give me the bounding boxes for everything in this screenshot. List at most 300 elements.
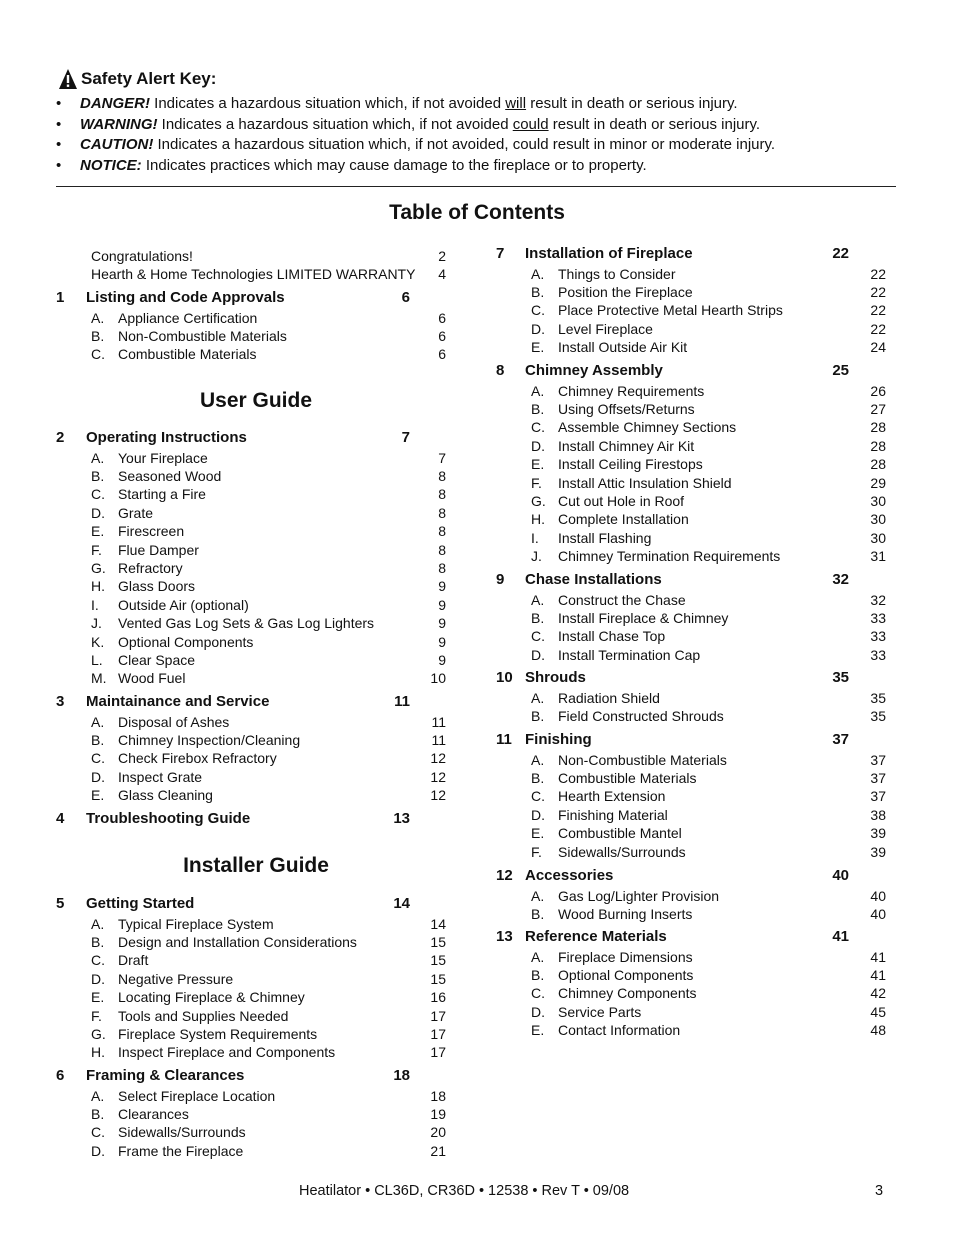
item-title: Fireplace Dimensions xyxy=(558,948,693,965)
toc-item xyxy=(0,769,954,787)
item-letter: G. xyxy=(91,559,106,576)
item-letter: E. xyxy=(531,825,545,842)
item-page: 30 xyxy=(870,492,886,509)
chapter-page: 13 xyxy=(393,810,410,827)
safety-text: Indicates a hazardous situation which, if not avoided, could result in minor or moderate injury. xyxy=(153,136,776,153)
divider xyxy=(56,186,896,187)
toc-chapter xyxy=(0,571,954,589)
item-letter: B. xyxy=(91,327,105,344)
item-title: Hearth Extension xyxy=(558,788,666,805)
item-letter: A. xyxy=(531,948,545,965)
item-page: 35 xyxy=(870,689,886,706)
chapter-title: Accessories xyxy=(525,867,614,884)
item-letter: E. xyxy=(531,339,545,356)
item-letter: D. xyxy=(531,437,545,454)
chapter-title: Reference Materials xyxy=(525,928,667,945)
item-page: 40 xyxy=(870,887,886,904)
toc-item xyxy=(0,1003,954,1021)
item-letter: C. xyxy=(531,302,545,319)
chapter-page: 6 xyxy=(401,289,410,306)
item-letter: E. xyxy=(91,989,105,1006)
item-page: 6 xyxy=(438,346,446,363)
item-page: 12 xyxy=(430,787,446,804)
user-guide-title: User Guide xyxy=(199,389,313,412)
item-title: Glass Cleaning xyxy=(118,787,213,804)
safety-text: Indicates practices which may cause damage to the fireplace or to property. xyxy=(141,156,647,174)
footer-text: Heatilator • CL36D, CR36D • 12538 • Rev T • 09/08 xyxy=(299,1183,630,1199)
chapter-page: 22 xyxy=(832,245,849,262)
toc-chapter xyxy=(0,928,954,946)
item-letter: B. xyxy=(531,905,545,922)
item-page: 2 xyxy=(438,248,446,264)
toc-chapter xyxy=(0,731,954,749)
item-page: 8 xyxy=(438,504,446,521)
toc-item xyxy=(0,418,954,436)
item-page: 15 xyxy=(430,952,446,969)
item-title: Cut out Hole in Roof xyxy=(558,492,685,509)
toc-item xyxy=(0,492,954,510)
item-page: 8 xyxy=(438,559,446,576)
safety-label: CAUTION! xyxy=(80,136,154,153)
item-title: Optional Components xyxy=(118,633,254,650)
toc-item xyxy=(0,437,954,455)
item-page: 10 xyxy=(430,670,446,687)
chapter-title: Troubleshooting Guide xyxy=(86,810,251,827)
item-letter: B. xyxy=(531,966,545,983)
safety-emphasis: could xyxy=(512,115,549,133)
item-letter: C. xyxy=(531,419,545,436)
item-letter: C. xyxy=(91,952,105,969)
item-page: 21 xyxy=(430,1142,446,1159)
item-title: Clearances xyxy=(118,1105,189,1122)
item-letter: G. xyxy=(91,1025,106,1042)
item-page: 42 xyxy=(870,985,886,1002)
item-title: Install Fireplace & Chimney xyxy=(558,609,729,626)
item-page: 27 xyxy=(870,400,886,417)
item-title: Non-Combustible Materials xyxy=(118,327,287,344)
item-title: Construct the Chase xyxy=(558,591,686,608)
item-letter: E. xyxy=(91,523,105,540)
item-page: 30 xyxy=(870,511,886,528)
item-letter: C. xyxy=(531,985,545,1002)
toc-title: Table of Contents xyxy=(389,201,565,224)
item-title: Chimney Components xyxy=(558,985,697,1002)
item-letter: L. xyxy=(91,651,103,668)
item-letter: B. xyxy=(531,400,545,417)
item-title: Install Outside Air Kit xyxy=(558,339,688,356)
item-page: 33 xyxy=(870,609,886,626)
item-page: 7 xyxy=(438,449,446,466)
item-title: Position the Fireplace xyxy=(558,283,693,300)
item-title: Sidewalls/Surrounds xyxy=(558,843,686,860)
item-letter: F. xyxy=(531,474,542,491)
item-letter: D. xyxy=(531,1003,545,1020)
safety-text: Indicates a hazardous situation which, if not avoided xyxy=(157,115,513,133)
toc-chapter xyxy=(0,1067,954,1085)
item-title: Non-Combustible Materials xyxy=(558,751,727,768)
item-title: Inspect Fireplace and Components xyxy=(118,1044,336,1061)
item-title: Disposal of Ashes xyxy=(118,713,230,730)
toc-item xyxy=(0,455,954,473)
item-page: 33 xyxy=(870,628,886,645)
item-letter: C. xyxy=(91,750,105,767)
safety-label: DANGER! xyxy=(80,95,150,112)
chapter-number: 11 xyxy=(496,731,512,748)
item-page: 37 xyxy=(870,788,886,805)
item-page: 9 xyxy=(438,651,446,668)
item-page: 40 xyxy=(870,905,886,922)
toc-item xyxy=(0,338,954,356)
item-title: Install Flashing xyxy=(558,529,652,546)
item-page: 31 xyxy=(870,548,886,565)
chapter-page: 41 xyxy=(832,928,849,945)
item-title: Level Fireplace xyxy=(558,320,653,337)
item-title: Fireplace System Requirements xyxy=(118,1025,318,1042)
item-page: 30 xyxy=(870,529,886,546)
item-letter: A. xyxy=(91,713,105,730)
toc-item xyxy=(0,400,954,418)
item-page: 8 xyxy=(438,523,446,540)
item-title: Congratulations! xyxy=(91,248,193,264)
toc-item xyxy=(0,707,954,725)
item-letter: H. xyxy=(531,511,545,528)
safety-item-danger: • DANGER! Indicates a hazardous situation which, if not avoided will result in death or serious injury. xyxy=(56,95,738,112)
item-page: 14 xyxy=(430,915,446,932)
chapter-page: 18 xyxy=(393,1067,410,1084)
item-page: 18 xyxy=(430,1087,446,1104)
item-page: 9 xyxy=(438,596,446,613)
item-title: Firescreen xyxy=(118,523,185,540)
item-title: Clear Space xyxy=(118,651,196,668)
item-page: 11 xyxy=(431,731,446,748)
item-page: 15 xyxy=(430,933,446,950)
item-page: 26 xyxy=(870,382,886,399)
item-page: 39 xyxy=(870,843,886,860)
item-page: 12 xyxy=(430,750,446,767)
item-title: Negative Pressure xyxy=(118,970,234,987)
item-page: 32 xyxy=(870,591,886,608)
item-letter: A. xyxy=(531,887,545,904)
item-letter: M. xyxy=(91,670,107,687)
item-title: Install Ceiling Firestops xyxy=(558,456,703,473)
chapter-title: Chimney Assembly xyxy=(525,362,663,379)
item-letter: A. xyxy=(531,382,545,399)
chapter-page: 40 xyxy=(832,867,849,884)
item-letter: H. xyxy=(91,578,105,595)
item-page: 9 xyxy=(438,633,446,650)
toc-item xyxy=(0,382,954,400)
item-title: Combustible Materials xyxy=(558,769,697,786)
item-letter: J. xyxy=(91,615,102,632)
item-title: Appliance Certification xyxy=(118,309,258,326)
safety-label: NOTICE: xyxy=(80,156,142,174)
item-letter: I. xyxy=(91,596,99,613)
toc-item xyxy=(0,547,954,565)
toc-item xyxy=(0,283,954,301)
chapter-page: 35 xyxy=(832,669,849,686)
item-page: 22 xyxy=(870,265,886,282)
chapter-number: 12 xyxy=(496,867,513,884)
item-letter: E. xyxy=(531,1022,545,1039)
toc-item xyxy=(0,1142,954,1160)
item-page: 37 xyxy=(870,751,886,768)
item-title: Refractory xyxy=(118,559,183,576)
toc-item xyxy=(0,966,954,984)
item-title: Install Termination Cap xyxy=(558,646,701,663)
toc-item xyxy=(0,751,954,769)
item-letter: C. xyxy=(531,628,545,645)
safety-emphasis: will xyxy=(505,95,527,112)
item-page: 35 xyxy=(870,707,886,724)
item-letter: A. xyxy=(91,449,105,466)
chapter-title: Chase Installations xyxy=(525,571,662,588)
toc-item xyxy=(0,984,954,1002)
item-page: 17 xyxy=(430,1044,446,1061)
item-title: Grate xyxy=(118,504,154,521)
toc-item xyxy=(0,609,954,627)
item-title: Hearth & Home Technologies LIMITED WARRANTY xyxy=(91,266,416,283)
chapter-page: 7 xyxy=(401,429,410,446)
item-title: Outside Air (optional) xyxy=(118,596,249,613)
item-letter: G. xyxy=(531,492,546,509)
item-letter: B. xyxy=(531,283,545,300)
item-title: Wood Burning Inserts xyxy=(558,905,693,922)
toc-chapter xyxy=(0,245,954,263)
item-title: Frame the Fireplace xyxy=(118,1142,244,1159)
item-page: 39 xyxy=(870,825,886,842)
item-letter: I. xyxy=(531,529,539,546)
item-title: Design and Installation Considerations xyxy=(118,933,357,950)
toc-item xyxy=(0,887,954,905)
chapter-number: 8 xyxy=(496,362,505,379)
item-letter: B. xyxy=(531,609,545,626)
item-page: 28 xyxy=(870,419,886,436)
item-title: Locating Fireplace & Chimney xyxy=(118,989,305,1006)
toc-item xyxy=(0,1043,954,1061)
item-letter: D. xyxy=(91,768,105,785)
item-title: Things to Consider xyxy=(558,265,676,282)
chapter-number: 5 xyxy=(56,895,65,912)
safety-label: WARNING! xyxy=(80,115,158,133)
chapter-title: Getting Started xyxy=(86,895,195,912)
item-page: 29 xyxy=(870,474,886,491)
chapter-title: Listing and Code Approvals xyxy=(86,289,285,306)
chapter-number: 3 xyxy=(56,693,65,710)
item-title: Draft xyxy=(118,952,149,969)
item-letter: J. xyxy=(531,548,542,565)
toc-item xyxy=(0,301,954,319)
item-page: 9 xyxy=(438,615,446,632)
item-letter: C. xyxy=(91,486,105,503)
chapter-title: Maintainance and Service xyxy=(86,693,270,710)
item-page: 33 xyxy=(870,646,886,663)
item-page: 22 xyxy=(870,302,886,319)
item-title: Chimney Requirements xyxy=(558,382,705,399)
item-title: Tools and Supplies Needed xyxy=(118,1007,289,1024)
safety-alert-title xyxy=(58,68,216,90)
item-letter: H. xyxy=(91,1044,105,1061)
item-title: Flue Damper xyxy=(118,541,199,558)
item-page: 41 xyxy=(870,948,886,965)
item-page: 45 xyxy=(870,1003,886,1020)
item-letter: B. xyxy=(91,731,105,748)
toc-item xyxy=(0,948,954,966)
toc-item xyxy=(0,905,954,923)
item-title: Radiation Shield xyxy=(558,689,660,706)
item-page: 8 xyxy=(438,467,446,484)
item-title: Finishing Material xyxy=(558,806,668,823)
item-title: Chimney Inspection/Cleaning xyxy=(118,731,301,748)
safety-item-warning: • WARNING! Indicates a hazardous situation which, if not avoided could result in death or serious injury. xyxy=(56,115,761,133)
chapter-page: 11 xyxy=(394,693,410,710)
item-page: 20 xyxy=(430,1124,446,1141)
chapter-number: 1 xyxy=(56,289,65,306)
item-title: Wood Fuel xyxy=(118,670,186,687)
item-title: Seasoned Wood xyxy=(118,467,222,484)
chapter-number: 10 xyxy=(496,669,513,686)
item-letter: F. xyxy=(531,843,542,860)
item-title: Inspect Grate xyxy=(118,768,203,785)
item-title: Vented Gas Log Sets & Gas Log Lighters xyxy=(118,615,375,632)
item-page: 8 xyxy=(438,486,446,503)
item-title: Combustible Mantel xyxy=(558,825,682,842)
item-letter: F. xyxy=(91,541,102,558)
item-page: 6 xyxy=(438,327,446,344)
chapter-number: 2 xyxy=(56,429,65,446)
toc-item xyxy=(0,1087,954,1105)
item-letter: F. xyxy=(91,1007,102,1024)
item-page: 24 xyxy=(870,339,886,356)
item-letter: A. xyxy=(531,689,545,706)
chapter-title: Framing & Clearances xyxy=(86,1067,245,1084)
item-letter: A. xyxy=(91,309,105,326)
chapter-title: Shrouds xyxy=(525,669,586,686)
toc-item xyxy=(0,474,954,492)
item-letter: B. xyxy=(531,769,545,786)
chapter-page: 25 xyxy=(832,362,849,379)
item-title: Gas Log/Lighter Provision xyxy=(558,887,720,904)
item-title: Check Firebox Refractory xyxy=(118,750,277,767)
item-page: 15 xyxy=(430,970,446,987)
toc-chapter xyxy=(0,362,954,380)
item-title: Select Fireplace Location xyxy=(118,1087,276,1104)
toc-item xyxy=(0,510,954,528)
safety-title-text: Safety Alert Key: xyxy=(81,69,217,88)
chapter-title: Operating Instructions xyxy=(86,429,247,446)
item-letter: D. xyxy=(531,806,545,823)
item-letter: A. xyxy=(531,591,545,608)
installer-guide-title: Installer Guide xyxy=(183,854,329,877)
toc-item xyxy=(0,320,954,338)
item-letter: E. xyxy=(531,456,545,473)
item-page: 17 xyxy=(430,1007,446,1024)
item-page: 38 xyxy=(870,806,886,823)
item-letter: B. xyxy=(531,707,545,724)
item-letter: C. xyxy=(531,788,545,805)
chapter-number: 6 xyxy=(56,1067,65,1084)
warning-triangle-icon xyxy=(58,68,78,90)
item-title: Assemble Chimney Sections xyxy=(558,419,737,436)
item-page: 6 xyxy=(438,309,446,326)
toc-item xyxy=(0,529,954,547)
item-page: 48 xyxy=(870,1022,886,1039)
item-page: 9 xyxy=(438,578,446,595)
toc-item xyxy=(0,806,954,824)
safety-item-notice: • NOTICE: Indicates practices which may cause damage to the fireplace or to property. xyxy=(56,156,647,174)
chapter-page: 32 xyxy=(832,571,849,588)
item-page: 41 xyxy=(870,966,886,983)
toc-item xyxy=(0,646,954,664)
item-letter: B. xyxy=(91,933,105,950)
item-title: Typical Fireplace System xyxy=(118,915,274,932)
item-page: 8 xyxy=(438,541,446,558)
item-letter: D. xyxy=(91,970,105,987)
item-letter: C. xyxy=(91,346,105,363)
item-title: Combustible Materials xyxy=(118,346,257,363)
toc-item xyxy=(0,787,954,805)
item-page: 19 xyxy=(430,1105,446,1122)
item-letter: D. xyxy=(531,646,545,663)
chapter-number: 13 xyxy=(496,928,513,945)
item-title: Chimney Termination Requirements xyxy=(558,548,781,565)
item-title: Glass Doors xyxy=(118,578,196,595)
item-letter: A. xyxy=(531,265,545,282)
item-letter: B. xyxy=(91,467,105,484)
item-title: Starting a Fire xyxy=(118,486,206,503)
toc-item xyxy=(0,265,954,283)
toc-item xyxy=(0,843,954,861)
chapter-number: 4 xyxy=(56,810,65,827)
item-title: Your Fireplace xyxy=(118,449,208,466)
toc-item xyxy=(0,591,954,609)
item-letter: D. xyxy=(531,320,545,337)
item-title: Sidewalls/Surrounds xyxy=(118,1124,246,1141)
chapter-number: 9 xyxy=(496,571,505,588)
item-title: Using Offsets/Returns xyxy=(558,400,695,417)
item-letter: C. xyxy=(91,1124,105,1141)
item-letter: K. xyxy=(91,633,105,650)
item-title: Service Parts xyxy=(558,1003,642,1020)
item-page: 17 xyxy=(430,1025,446,1042)
chapter-page: 37 xyxy=(832,731,849,748)
item-letter: D. xyxy=(91,504,105,521)
item-title: Complete Installation xyxy=(558,511,689,528)
item-letter: B. xyxy=(91,1105,105,1122)
toc-item xyxy=(0,689,954,707)
toc-item xyxy=(0,824,954,842)
chapter-number: 7 xyxy=(496,245,505,262)
safety-text: result in death or serious injury. xyxy=(526,95,738,112)
toc-chapter xyxy=(0,669,954,687)
item-title: Install Chimney Air Kit xyxy=(558,437,695,454)
item-page: 12 xyxy=(430,768,446,785)
item-letter: E. xyxy=(91,787,105,804)
item-page: 28 xyxy=(870,456,886,473)
safety-text: Indicates a hazardous situation which, if not avoided xyxy=(150,95,506,112)
item-title: Install Attic Insulation Shield xyxy=(558,474,732,491)
item-title: Optional Components xyxy=(558,966,694,983)
item-title: Place Protective Metal Hearth Strips xyxy=(558,302,783,319)
item-page: 22 xyxy=(870,283,886,300)
toc-item xyxy=(0,1123,954,1141)
item-page: 4 xyxy=(438,266,446,283)
safety-list xyxy=(56,94,916,176)
item-page: 11 xyxy=(431,713,446,730)
item-letter: A. xyxy=(91,915,105,932)
page-number: 3 xyxy=(875,1183,884,1199)
item-letter: A. xyxy=(531,751,545,768)
toc-chapter xyxy=(0,867,954,885)
